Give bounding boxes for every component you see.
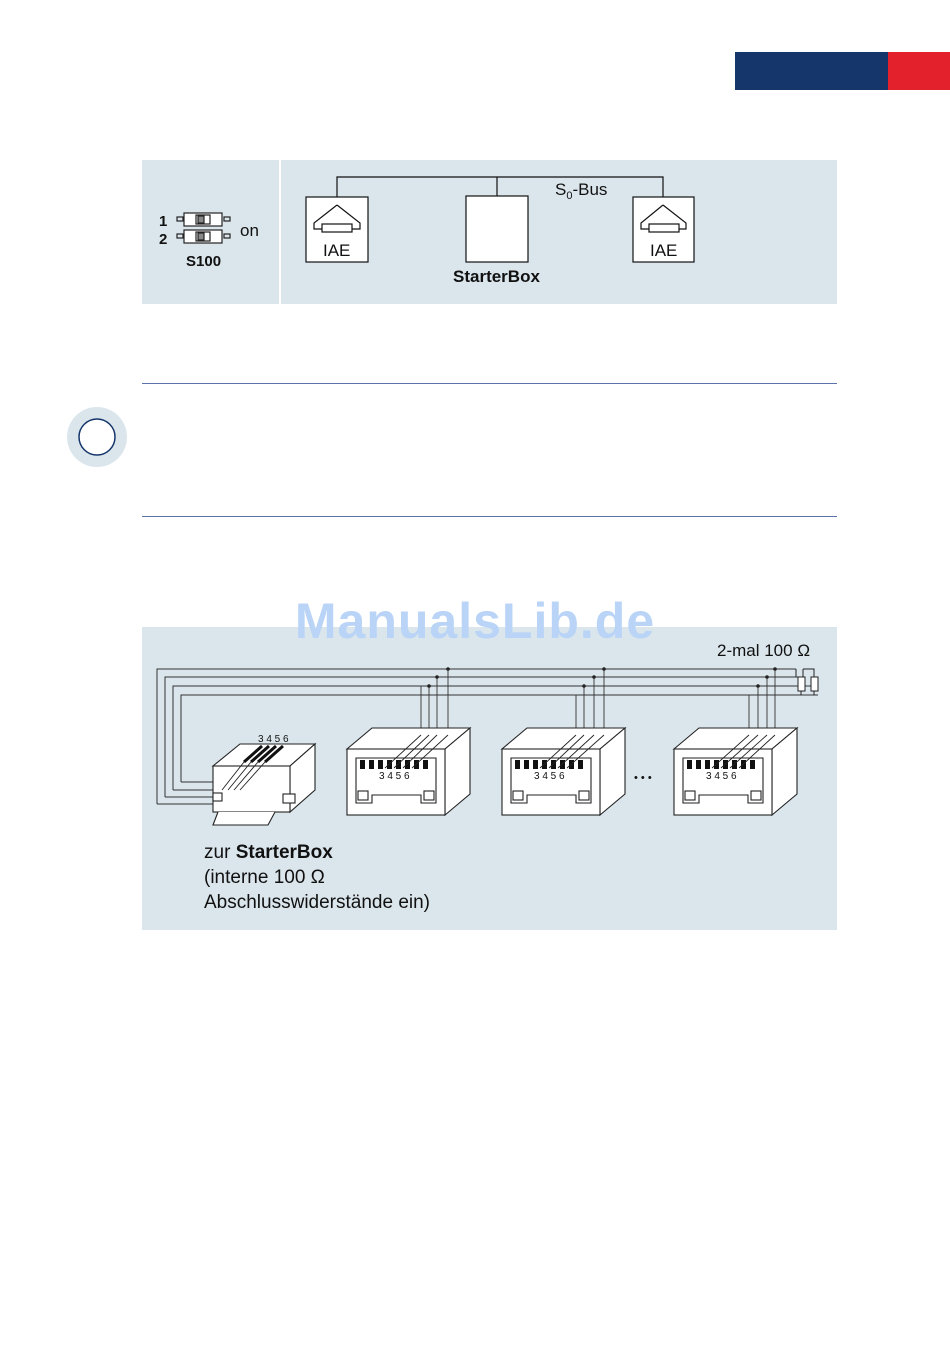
ellipsis-dots: • • • (634, 772, 652, 784)
starterbox-label: StarterBox (453, 267, 540, 286)
terminating-resistors (796, 669, 818, 695)
dip-on-label: on (240, 221, 259, 240)
iae-left-label: IAE (323, 241, 351, 260)
dip-name-label: S100 (186, 253, 222, 270)
caption-prefix: zur (204, 842, 236, 863)
rj45-plug (213, 744, 315, 825)
wiring-caption (204, 840, 430, 915)
iae-right-label: IAE (650, 241, 678, 260)
socket-1-pin-label: 3 4 5 6 (379, 771, 410, 782)
socket-3-pin-label: 3 4 5 6 (706, 771, 737, 782)
caption-line-3: Abschlusswiderstände ein) (204, 892, 431, 913)
dip-label-2: 2 (159, 231, 168, 248)
caption-line-2: (interne 100 Ω (204, 867, 325, 888)
caption-starterbox: StarterBox (235, 842, 333, 863)
dip-label-1: 1 (159, 213, 168, 230)
socket-2-pin-label: 3 4 5 6 (534, 771, 565, 782)
s0-bus-label-main: S (555, 180, 567, 199)
s0-bus-label-sub: 0 (566, 190, 573, 202)
s0-bus-label-suffix: -Bus (572, 180, 608, 199)
watermark-text: ManualsLib.de (294, 593, 656, 649)
socket-drops (421, 669, 775, 735)
resistor-label: 2-mal 100 Ω (717, 641, 811, 660)
plug-pin-label: 3 4 5 6 (258, 734, 289, 745)
